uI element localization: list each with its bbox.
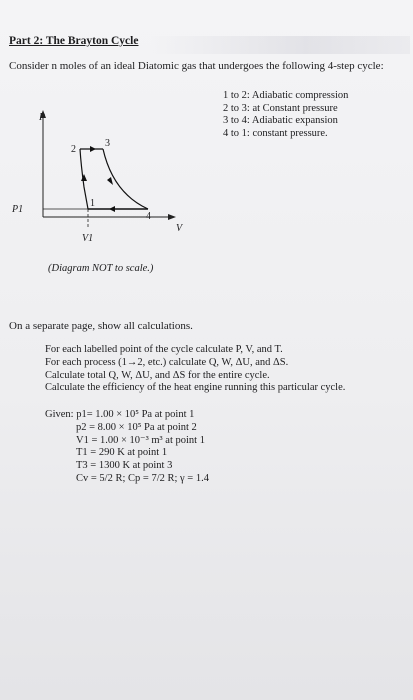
- given-t1: T1 = 290 K at point 1: [76, 447, 168, 459]
- task-list: [45, 344, 345, 395]
- section-heading: Part 2: The Brayton Cycle: [9, 35, 139, 47]
- p1-label: P1: [12, 204, 24, 215]
- given-v1: V1 = 1.00 × 10⁻³ m³ at point 1: [76, 434, 205, 446]
- pv-diagram: [10, 105, 210, 245]
- given-values: [45, 409, 209, 486]
- task-item: For each labelled point of the cycle calculate P, V, and T.: [45, 344, 283, 355]
- arrow-3-4: [107, 177, 113, 185]
- v1-label: V1: [82, 233, 94, 244]
- bleed-through-text: [150, 36, 410, 54]
- arrow-2-3: [90, 146, 96, 152]
- cycle-step: 4 to 1: constant pressure.: [223, 127, 328, 139]
- cycle-step: 2 to 3: at Constant pressure: [223, 102, 338, 114]
- point-3-label: 3: [105, 138, 110, 149]
- instruction-text: On a separate page, show all calculations.: [9, 320, 193, 332]
- point-1-label: 1: [90, 198, 95, 209]
- given-heat-capacities: Cv = 5/2 R; Cp = 7/2 R; γ = 1.4: [76, 472, 209, 484]
- p-axis-label: P: [39, 112, 46, 123]
- point-2-label: 2: [71, 144, 76, 155]
- task-item: Calculate the efficiency of the heat engine running this particular cycle.: [45, 382, 346, 394]
- cycle-step: 3 to 4: Adiabatic expansion: [223, 115, 338, 126]
- intro-text: Consider n moles of an ideal Diatomic gas that undergoes the following 4-step cycle:: [9, 60, 384, 72]
- diagram-caption: (Diagram NOT to scale.): [48, 263, 154, 274]
- given-p1: Given: p1= 1.00 × 10⁵ Pa at point 1: [45, 409, 195, 420]
- given-p2: p2 = 8.00 × 10⁵ Pa at point 2: [76, 421, 197, 433]
- cycle-steps-list: [223, 90, 348, 140]
- task-item: For each process (1→2, etc.) calculate Q, W, ΔU, and ΔS.: [45, 356, 289, 368]
- given-t3: T3 = 1300 K at point 3: [76, 460, 173, 472]
- arrow-4-1: [109, 206, 115, 212]
- cycle-step: 1 to 2: Adiabatic compression: [223, 90, 349, 101]
- v-axis-arrow: [168, 214, 176, 220]
- point-4-label: 4: [146, 211, 151, 222]
- v-axis-label: V: [176, 223, 183, 234]
- task-item: Calculate total Q, W, ΔU, and ΔS for the entire cycle.: [45, 369, 270, 381]
